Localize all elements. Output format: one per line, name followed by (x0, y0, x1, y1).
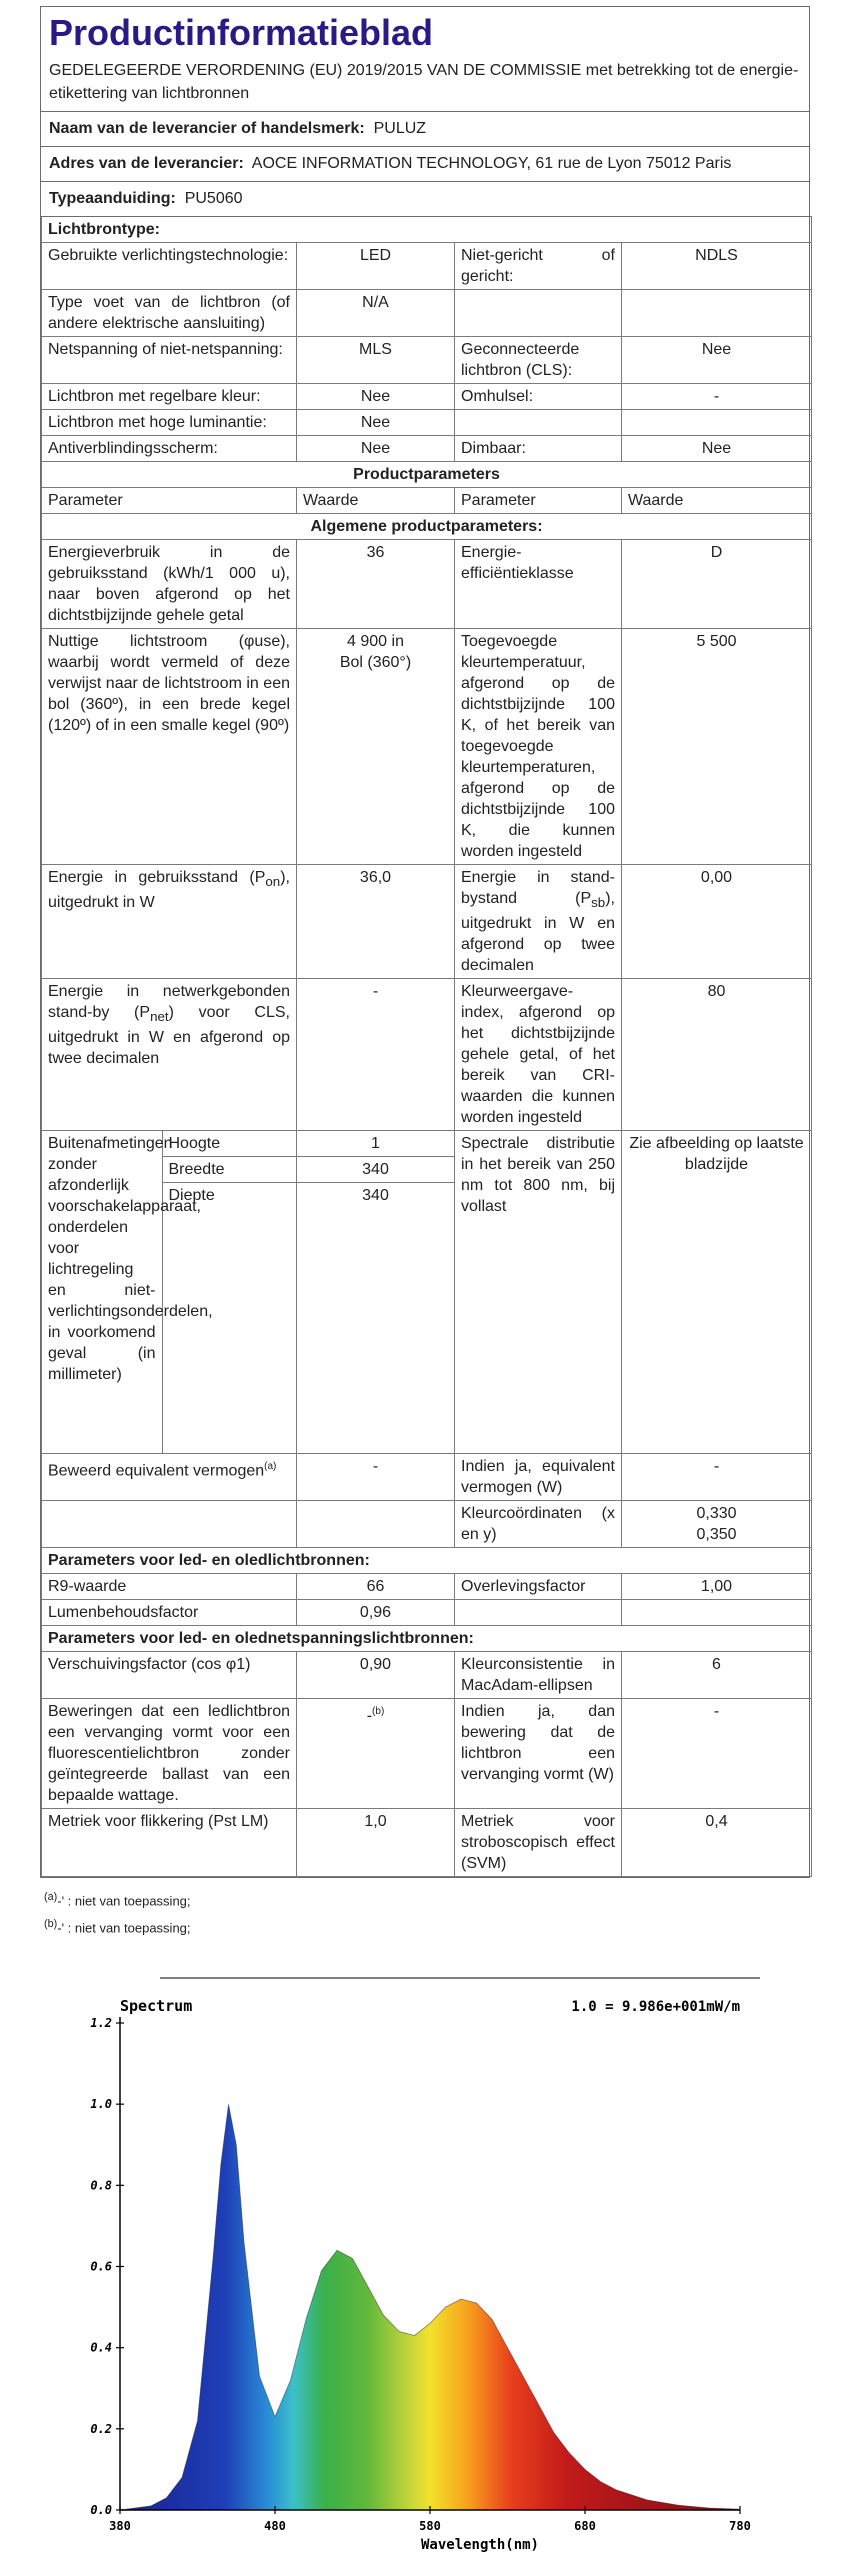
envelope-label: Omhulsel: (455, 384, 622, 410)
chromaticity-x: 0,330 (696, 1505, 737, 1523)
table-row (42, 337, 812, 384)
width-value: 340 (297, 1157, 454, 1183)
technology-value: LED (297, 243, 455, 290)
chart-annotation: 1.0 = 9.986e+001mW/m (571, 1999, 740, 2015)
equivalent-power-text: Beweerd equivalent vermogen (48, 1462, 265, 1480)
table-row (42, 1131, 812, 1454)
replacement-claim-value (297, 1699, 455, 1809)
networked-standby-label (42, 979, 297, 1131)
empty-cell (455, 410, 622, 436)
height-label: Hoogte (162, 1131, 296, 1157)
energy-use-label: Energieverbruik in de gebruiksstand (kWh/1 000 u), naar boven afgerond op het dichtstbijzijnde gehele getal (42, 540, 297, 629)
cri-value: 80 (622, 979, 812, 1131)
y-tick-label: 0.8 (90, 2178, 112, 2193)
networked-standby-value: - (297, 979, 455, 1131)
empty-cell (622, 410, 812, 436)
table-row (42, 1501, 812, 1548)
column-header-value: Waarde (622, 488, 812, 514)
footnotes (40, 1878, 810, 1939)
color-tunable-value: Nee (297, 384, 455, 410)
chromaticity-label: Kleurcoördinaten (x en y) (455, 1501, 622, 1548)
networked-standby-sub: net (150, 1009, 169, 1025)
replacement-claim-text: - (366, 1707, 373, 1725)
y-tick-label: 0.2 (90, 2421, 112, 2436)
table-row (42, 436, 812, 462)
stroboscopic-label: Metriek voor stroboscopisch effect (SVM) (455, 1809, 622, 1877)
color-temperature-label: Toegevoegde kleurtemperatuur, afgerond op de dichtstbijzijnde 100 K, of het bereik van toegevoegde kleurtemperaturen, afgerond op de dichtstbijzijnde 100 K, die kunnen worden ingesteld (455, 629, 622, 865)
chromaticity-y: 0,350 (696, 1526, 737, 1544)
table-row (42, 979, 812, 1131)
on-mode-power-text: Energie in gebruiksstand (P (48, 869, 266, 886)
spectrum-chart (60, 1975, 820, 2555)
cls-value: Nee (622, 337, 812, 384)
x-tick-label: 380 (109, 2519, 131, 2533)
table-row (42, 1699, 812, 1809)
cap-type-label: Type voet van de lichtbron (of andere elektrische aansluiting) (42, 290, 297, 337)
replacement-watt-label: Indien ja, dan bewering dat de lichtbron een vervanging vormt (W) (455, 1699, 622, 1809)
color-temperature-value: 5 500 (622, 629, 812, 865)
replacement-watt-value: - (622, 1699, 812, 1809)
spectrum-area (120, 2104, 740, 2510)
supplier-row (41, 111, 809, 146)
y-tick-label: 0.6 (90, 2259, 112, 2274)
standby-power-sub: sb (591, 895, 606, 911)
cri-label: Kleurweergave-index, afgerond op het dichtstbijzijnde gehele getal, of het bereik van CRI-waarden die kunnen worden ingesteld (455, 979, 622, 1131)
empty-cell (622, 290, 812, 337)
footnote-marker: (b) (44, 1917, 58, 1930)
dimensions-values-cell (297, 1131, 455, 1454)
on-mode-power-sub: on (265, 874, 281, 890)
equivalent-watt-label: Indien ja, equivalent vermogen (W) (455, 1454, 622, 1501)
empty-cell (622, 1600, 812, 1626)
table-row (42, 1574, 812, 1600)
anti-glare-label: Antiverblindingsscherm: (42, 436, 297, 462)
footnote-ref: (a) (264, 1461, 277, 1473)
networked-standby-text-end: ) voor CLS, uitgedrukt in W en afgerond op twee decimalen (48, 1004, 290, 1068)
address-label: Adres van de leverancier: (49, 155, 244, 172)
dimmable-value: Nee (622, 436, 812, 462)
model-row (41, 181, 809, 216)
empty-cell (455, 290, 622, 337)
lumen-maintenance-label: Lumenbehoudsfactor (42, 1600, 297, 1626)
on-mode-power-text-end: ), uitgedrukt in W (48, 869, 290, 912)
equivalent-power-value: - (297, 1454, 455, 1501)
high-luminance-label: Lichtbron met hoge luminantie: (42, 410, 297, 436)
general-params-header: Algemene productparameters: (42, 514, 812, 540)
color-tunable-label: Lichtbron met regelbare kleur: (42, 384, 297, 410)
depth-label: Diepte (162, 1183, 296, 1454)
y-tick-label: 1.0 (90, 2097, 112, 2112)
luminous-flux-amount: 4 900 in (347, 633, 404, 650)
survival-factor-value: 1,00 (622, 1574, 812, 1600)
table-row (42, 1652, 812, 1699)
standby-power-text-end: ), uitgedrukt in W en afgerond op twee decimalen (461, 890, 615, 975)
dimensions-subtable (42, 1131, 296, 1453)
high-luminance-value: Nee (297, 410, 455, 436)
model-value: PU5060 (184, 190, 243, 207)
footnote-marker: (a) (44, 1891, 58, 1904)
supplier-label: Naam van de leverancier of handelsmerk: (49, 120, 365, 137)
standby-power-text: Energie in stand-bystand (P (461, 869, 615, 907)
color-consistency-label: Kleurconsistentie in MacAdam-ellipsen (455, 1652, 622, 1699)
stroboscopic-value: 0,4 (622, 1809, 812, 1877)
flicker-label: Metriek voor flikkering (Pst LM) (42, 1809, 297, 1877)
table-row (42, 1809, 812, 1877)
led-params-header: Parameters voor led- en oledlichtbronnen: (42, 1548, 812, 1574)
displacement-factor-label: Verschuivingsfactor (cos φ1) (42, 1652, 297, 1699)
product-info-sheet (40, 6, 810, 1939)
table-row (42, 410, 812, 436)
mains-label: Netspanning of niet-netspanning: (42, 337, 297, 384)
column-header-row (42, 488, 812, 514)
y-tick-label: 1.2 (90, 2016, 112, 2030)
depth-value: 340 (362, 1187, 389, 1205)
empty-cell (297, 1501, 455, 1548)
replacement-claim-label: Beweringen dat een ledlichtbron een vervanging vormt voor een fluorescentielichtbron zonder geïntegreerde ballast van een bepaalde wattage. (42, 1699, 297, 1809)
lightsource-type-header: Lichtbrontype: (42, 217, 812, 243)
footnote-a (44, 1886, 810, 1912)
table-row (42, 1454, 812, 1501)
table-row (42, 243, 812, 290)
height-value: 1 (297, 1131, 454, 1157)
survival-factor-label: Overlevingsfactor (455, 1574, 622, 1600)
parameter-table (41, 216, 812, 1877)
on-mode-power-value: 36,0 (297, 865, 455, 979)
footnote-b (44, 1913, 810, 1939)
table-row (42, 540, 812, 629)
regulation-subtitle: GEDELEGEERDE VERORDENING (EU) 2019/2015 VAN DE COMMISSIE met betrekking tot de energie-etikettering van lichtbronnen (49, 62, 799, 102)
table-row (42, 629, 812, 865)
sheet-frame (40, 6, 810, 1878)
table-row (42, 1600, 812, 1626)
dimensions-cell (42, 1131, 297, 1454)
standby-power-label (455, 865, 622, 979)
energy-use-value: 36 (297, 540, 455, 629)
footnote-text: -' : niet van toepassing; (57, 1919, 191, 1935)
column-header-parameter: Parameter (42, 488, 297, 514)
on-mode-power-label (42, 865, 297, 979)
chromaticity-value (622, 1501, 812, 1548)
energy-class-value: D (622, 540, 812, 629)
envelope-value: - (622, 384, 812, 410)
x-tick-label: 580 (419, 2519, 441, 2533)
r9-label: R9-waarde (42, 1574, 297, 1600)
empty-cell (42, 1501, 297, 1548)
address-value: AOCE INFORMATION TECHNOLOGY, 61 rue de Lyon 75012 Paris (251, 155, 732, 172)
y-tick-label: 0.0 (90, 2503, 112, 2517)
dimmable-label: Dimbaar: (455, 436, 622, 462)
standby-power-value: 0,00 (622, 865, 812, 979)
dimensions-label: Buitenafmetingen zonder afzonderlijk voorschakelapparaat, onderdelen voor lichtregeling en niet-verlichtingsonderdelen, in voorkomend geval (in millimeter) (42, 1131, 162, 1453)
chart-title: Spectrum (120, 1997, 193, 2015)
led-mains-params-header: Parameters voor led- en olednetspanningslichtbronnen: (42, 1626, 812, 1652)
x-tick-label: 480 (264, 2519, 286, 2533)
anti-glare-value: Nee (297, 436, 455, 462)
luminous-flux-value (297, 629, 455, 865)
table-row (42, 290, 812, 337)
width-label: Breedte (162, 1157, 296, 1183)
model-label: Typeaanduiding: (49, 190, 176, 207)
luminous-flux-cone: Bol (360°) (339, 654, 412, 671)
mains-value: MLS (297, 337, 455, 384)
displacement-factor-value: 0,90 (297, 1652, 455, 1699)
dimensions-values (297, 1131, 454, 1453)
color-consistency-value: 6 (622, 1652, 812, 1699)
spectral-distribution-value: Zie afbeelding op laatste bladzijde (622, 1131, 812, 1454)
page-title: Productinformatieblad (49, 12, 434, 53)
equivalent-power-label (42, 1454, 297, 1501)
table-row (42, 865, 812, 979)
x-tick-label: 780 (729, 2519, 751, 2533)
column-header-value: Waarde (297, 488, 455, 514)
technology-label: Gebruikte verlichtingstechnologie: (42, 243, 297, 290)
equivalent-watt-value: - (622, 1454, 812, 1501)
luminous-flux-label: Nuttige lichtstroom (φuse), waarbij wordt vermeld of deze verwijst naar de lichtstroom in een bol (360º), in een brede kegel (120º) of in een smalle kegel (90º) (42, 629, 297, 865)
table-row (42, 384, 812, 410)
empty-cell (455, 1600, 622, 1626)
spectral-distribution-label: Spectrale distributie in het bereik van 250 nm tot 800 nm, bij vollast (455, 1131, 622, 1454)
y-tick-label: 0.4 (90, 2340, 112, 2355)
networked-standby-text: Energie in netwerkgebonden stand-by (P (48, 983, 290, 1022)
footnote-ref: (b) (372, 1706, 385, 1718)
supplier-value: PULUZ (373, 120, 427, 137)
column-header-parameter: Parameter (455, 488, 622, 514)
cap-type-value: N/A (297, 290, 455, 337)
r9-value: 66 (297, 1574, 455, 1600)
x-axis-label: Wavelength(nm) (420, 2537, 540, 2553)
address-row (41, 146, 809, 181)
flicker-value: 1,0 (297, 1809, 455, 1877)
directional-label: Niet-gericht of gericht: (455, 243, 622, 290)
energy-class-label: Energie-efficiëntieklasse (455, 540, 622, 629)
directional-value: NDLS (622, 243, 812, 290)
lumen-maintenance-value: 0,96 (297, 1600, 455, 1626)
cls-label: Geconnecteerde lichtbron (CLS): (455, 337, 622, 384)
footnote-text: -' : niet van toepassing; (57, 1893, 191, 1909)
product-params-header: Productparameters (42, 462, 812, 488)
plot-area (90, 2016, 751, 2533)
x-tick-label: 680 (574, 2519, 596, 2533)
